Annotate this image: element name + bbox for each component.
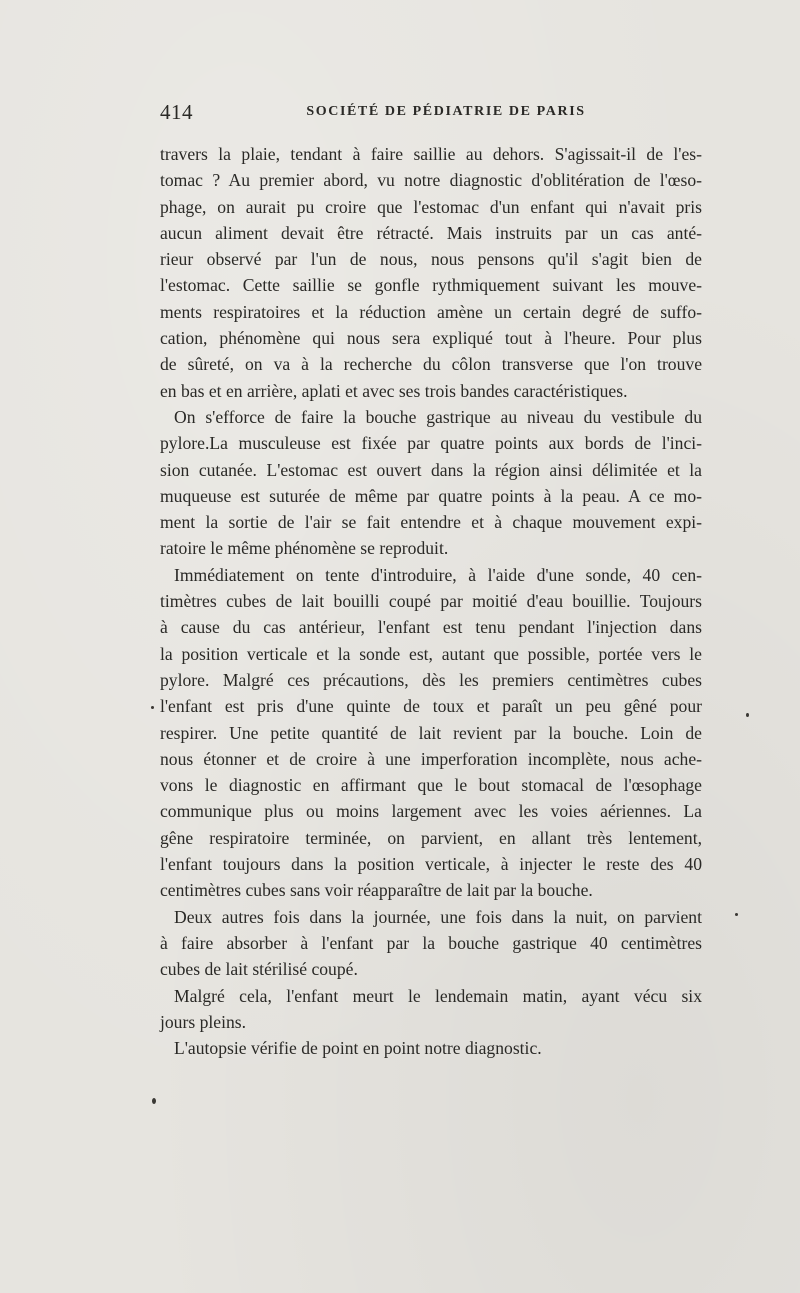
text-line: travers la plaie, tendant à faire saillie au dehors. S'agissait-il de l'es-	[160, 144, 702, 164]
text-line: cubes de lait stérilisé coupé.	[160, 959, 358, 980]
text-line: ment la sortie de l'air se fait entendre et à chaque mouvement expi-	[160, 512, 702, 533]
text-line: muqueuse est suturée de même par quatre points à la peau. A ce mo-	[160, 485, 702, 506]
text-line: pylore.La musculeuse est fixée par quatre points aux bords de l'inci-	[160, 433, 702, 454]
text-line: ments respiratoires et la réduction amène un certain degré de suffo-	[160, 301, 702, 322]
text-line: rieur observé par l'un de nous, nous pensons qu'il s'agit bien de	[160, 249, 702, 270]
text-line: l'enfant toujours dans la position verticale, à injecter le reste des 40	[160, 854, 702, 875]
ink-speck	[152, 1098, 156, 1104]
text-line: en bas et en arrière, aplati et avec ses trois bandes caractéristiques.	[160, 380, 628, 401]
text-line: nous étonner et de croire à une imperforation incomplète, nous ache-	[160, 748, 702, 769]
ink-speck	[151, 706, 154, 709]
text-line: de sûreté, on va à la recherche du côlon transverse que l'on trouve	[160, 354, 702, 375]
text-line: respirer. Une petite quantité de lait revient par la bouche. Loin de	[160, 722, 702, 743]
text-line: ratoire le même phénomène se reproduit.	[160, 538, 449, 559]
text-line: jours pleins.	[160, 1011, 247, 1032]
ink-speck	[746, 713, 749, 717]
text-line: On s'efforce de faire la bouche gastrique au niveau du vestibule du	[174, 406, 702, 427]
text-line: gêne respiratoire terminée, on parvient, en allant très lentement,	[160, 827, 702, 848]
text-line: l'enfant est pris d'une quinte de toux et paraît un peu gêné pour	[160, 696, 702, 717]
text-line: la position verticale et la sonde est, autant que possible, portée vers le	[160, 643, 702, 664]
text-line: Malgré cela, l'enfant meurt le lendemain matin, ayant vécu six	[174, 985, 702, 1006]
text-line: communique plus ou moins largement avec les voies aériennes. La	[160, 801, 702, 822]
text-line: sion cutanée. L'estomac est ouvert dans la région ainsi délimitée et la	[160, 459, 702, 480]
text-line: Deux autres fois dans la journée, une fois dans la nuit, on parvient	[174, 906, 702, 927]
text-line: centimètres cubes sans voir réapparaître de lait par la bouche.	[160, 880, 593, 901]
text-line: l'estomac. Cette saillie se gonfle rythmiquement suivant les mouve-	[160, 275, 702, 296]
text-line: Immédiatement on tente d'introduire, à l'aide d'une sonde, 40 cen-	[174, 564, 702, 585]
text-line: tomac ? Au premier abord, vu notre diagnostic d'oblitération de l'œso-	[160, 170, 702, 191]
text-line: à faire absorber à l'enfant par la bouche gastrique 40 centimètres	[160, 932, 702, 953]
text-line: pylore. Malgré ces précautions, dès les premiers centimètres cubes	[160, 669, 702, 690]
journal-title: SOCIÉTÉ DE PÉDIATRIE DE PARIS	[306, 104, 586, 119]
ink-speck	[735, 913, 738, 916]
text-line: cation, phénomène qui nous sera expliqué tout à l'heure. Pour plus	[160, 328, 702, 349]
text-line: aucun aliment devait être rétracté. Mais instruits par un cas anté-	[160, 222, 702, 243]
text-line: à cause du cas antérieur, l'enfant est tenu pendant l'injection dans	[160, 617, 702, 638]
page-number: 414	[160, 100, 193, 124]
text-line: vons le diagnostic en affirmant que le bout stomacal de l'œsophage	[160, 775, 702, 796]
running-head	[160, 100, 702, 132]
text-line: L'autopsie vérifie de point en point notre diagnostic.	[174, 1038, 542, 1059]
text-line: phage, on aurait pu croire que l'estomac d'un enfant qui n'avait pris	[160, 196, 702, 217]
text-line: timètres cubes de lait bouilli coupé par moitié d'eau bouillie. Toujours	[160, 591, 702, 612]
body-text	[160, 141, 702, 1061]
